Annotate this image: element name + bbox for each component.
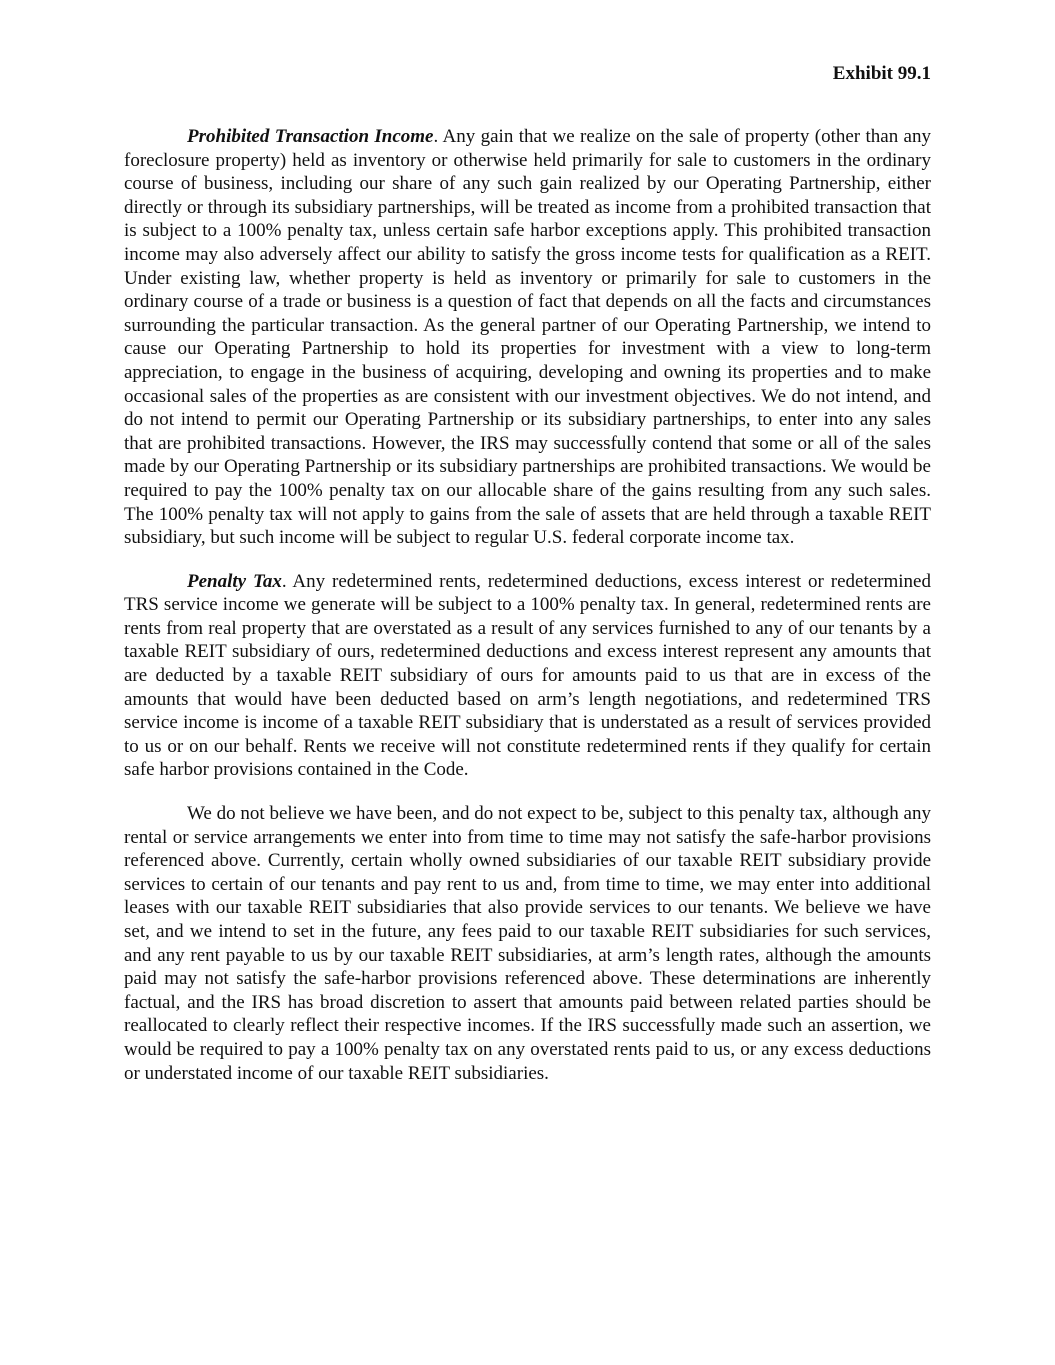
paragraph-heading: Penalty Tax <box>187 570 282 592</box>
paragraph-text: . Any redetermined rents, redetermined deductions, excess interest or redetermined TRS service income we generate will be subject to a 100% penalty tax. In general, redetermined rents are rents from real property that are overstated as a result of any services furnished to any of our tenants by a taxable REIT subsidiary of ours, redetermined deductions and excess interest represent any amounts that are deducted by a taxable REIT subsidiary of ours for amounts paid to us that are in excess of the amounts that would have been deducted based on arm’s length negotiations, and redetermined TRS service income is income of a taxable REIT subsidiary that is understated as a result of services provided to us or on our behalf. Rents we receive will not constitute redetermined rents if they qualify for certain safe harbor provisions contained in the Code. <box>124 570 931 781</box>
paragraph-text: We do not believe we have been, and do not expect to be, subject to this penalty tax, although any rental or service arrangements we enter into from time to time may not satisfy the safe-harbor provisions referenced above. Currently, certain wholly owned subsidiaries of our taxable REIT subsidiary provide services to certain of our tenants and pay rent to us and, from time to time, we may enter into additional leases with our taxable REIT subsidiaries that also provide services to our tenants. We believe we have set, and we intend to set in the future, any fees paid to our taxable REIT subsidiaries for such services, and any rent payable to us by our taxable REIT subsidiaries, at arm’s length rates, although the amounts paid may not satisfy the safe-harbor provisions referenced above. These determinations are inherently factual, and the IRS has broad discretion to assert that amounts paid between related parties should be reallocated to clearly reflect their respective incomes. If the IRS successfully made such an assertion, we would be required to pay a 100% penalty tax on any overstated rents paid to us, or any excess deductions or understated income of our taxable REIT subsidiaries. <box>124 803 931 1084</box>
paragraph-penalty-tax <box>124 570 931 782</box>
paragraph-text: . Any gain that we realize on the sale of property (other than any foreclosure property) held as inventory or otherwise held primarily for sale to customers in the ordinary course of business, including our share of any such gain realized by our Operating Partnership, either directly or through its subsidiary partnerships, will be treated as income from a prohibited transaction that is subject to a 100% penalty tax, unless certain safe harbor exceptions apply. This prohibited transaction income may also adversely affect our ability to satisfy the gross income tests for qualification as a REIT. Under existing law, whether property is held as inventory or primarily for sale to customers in the ordinary course of a trade or business is a question of fact that depends on all the facts and circumstances surrounding the particular transaction. As the general partner of our Operating Partnership, we intend to cause our Operating Partnership to hold its properties for investment with a view to long-term appreciation, to engage in the business of acquiring, developing and owning its properties and to make occasional sales of the properties as are consistent with our investment objectives. We do not intend, and do not intend to permit our Operating Partnership or its subsidiary partnerships, to enter into any sales that are prohibited transactions. However, the IRS may successfully contend that some or all of the sales made by our Operating Partnership or its subsidiary partnerships are prohibited transactions. We would be required to pay the 100% penalty tax on our allocable share of the gains resulting from any such sales. The 100% penalty tax will not apply to gains from the sale of assets that are held through a taxable REIT subsidiary, but such income will be subject to regular U.S. federal corporate income tax. <box>124 126 931 549</box>
paragraph-penalty-tax-belief <box>124 802 931 1085</box>
document-body <box>124 125 931 1105</box>
paragraph-prohibited-transaction-income <box>124 125 931 550</box>
exhibit-label: Exhibit 99.1 <box>832 63 931 84</box>
paragraph-heading: Prohibited Transaction Income <box>187 126 434 147</box>
